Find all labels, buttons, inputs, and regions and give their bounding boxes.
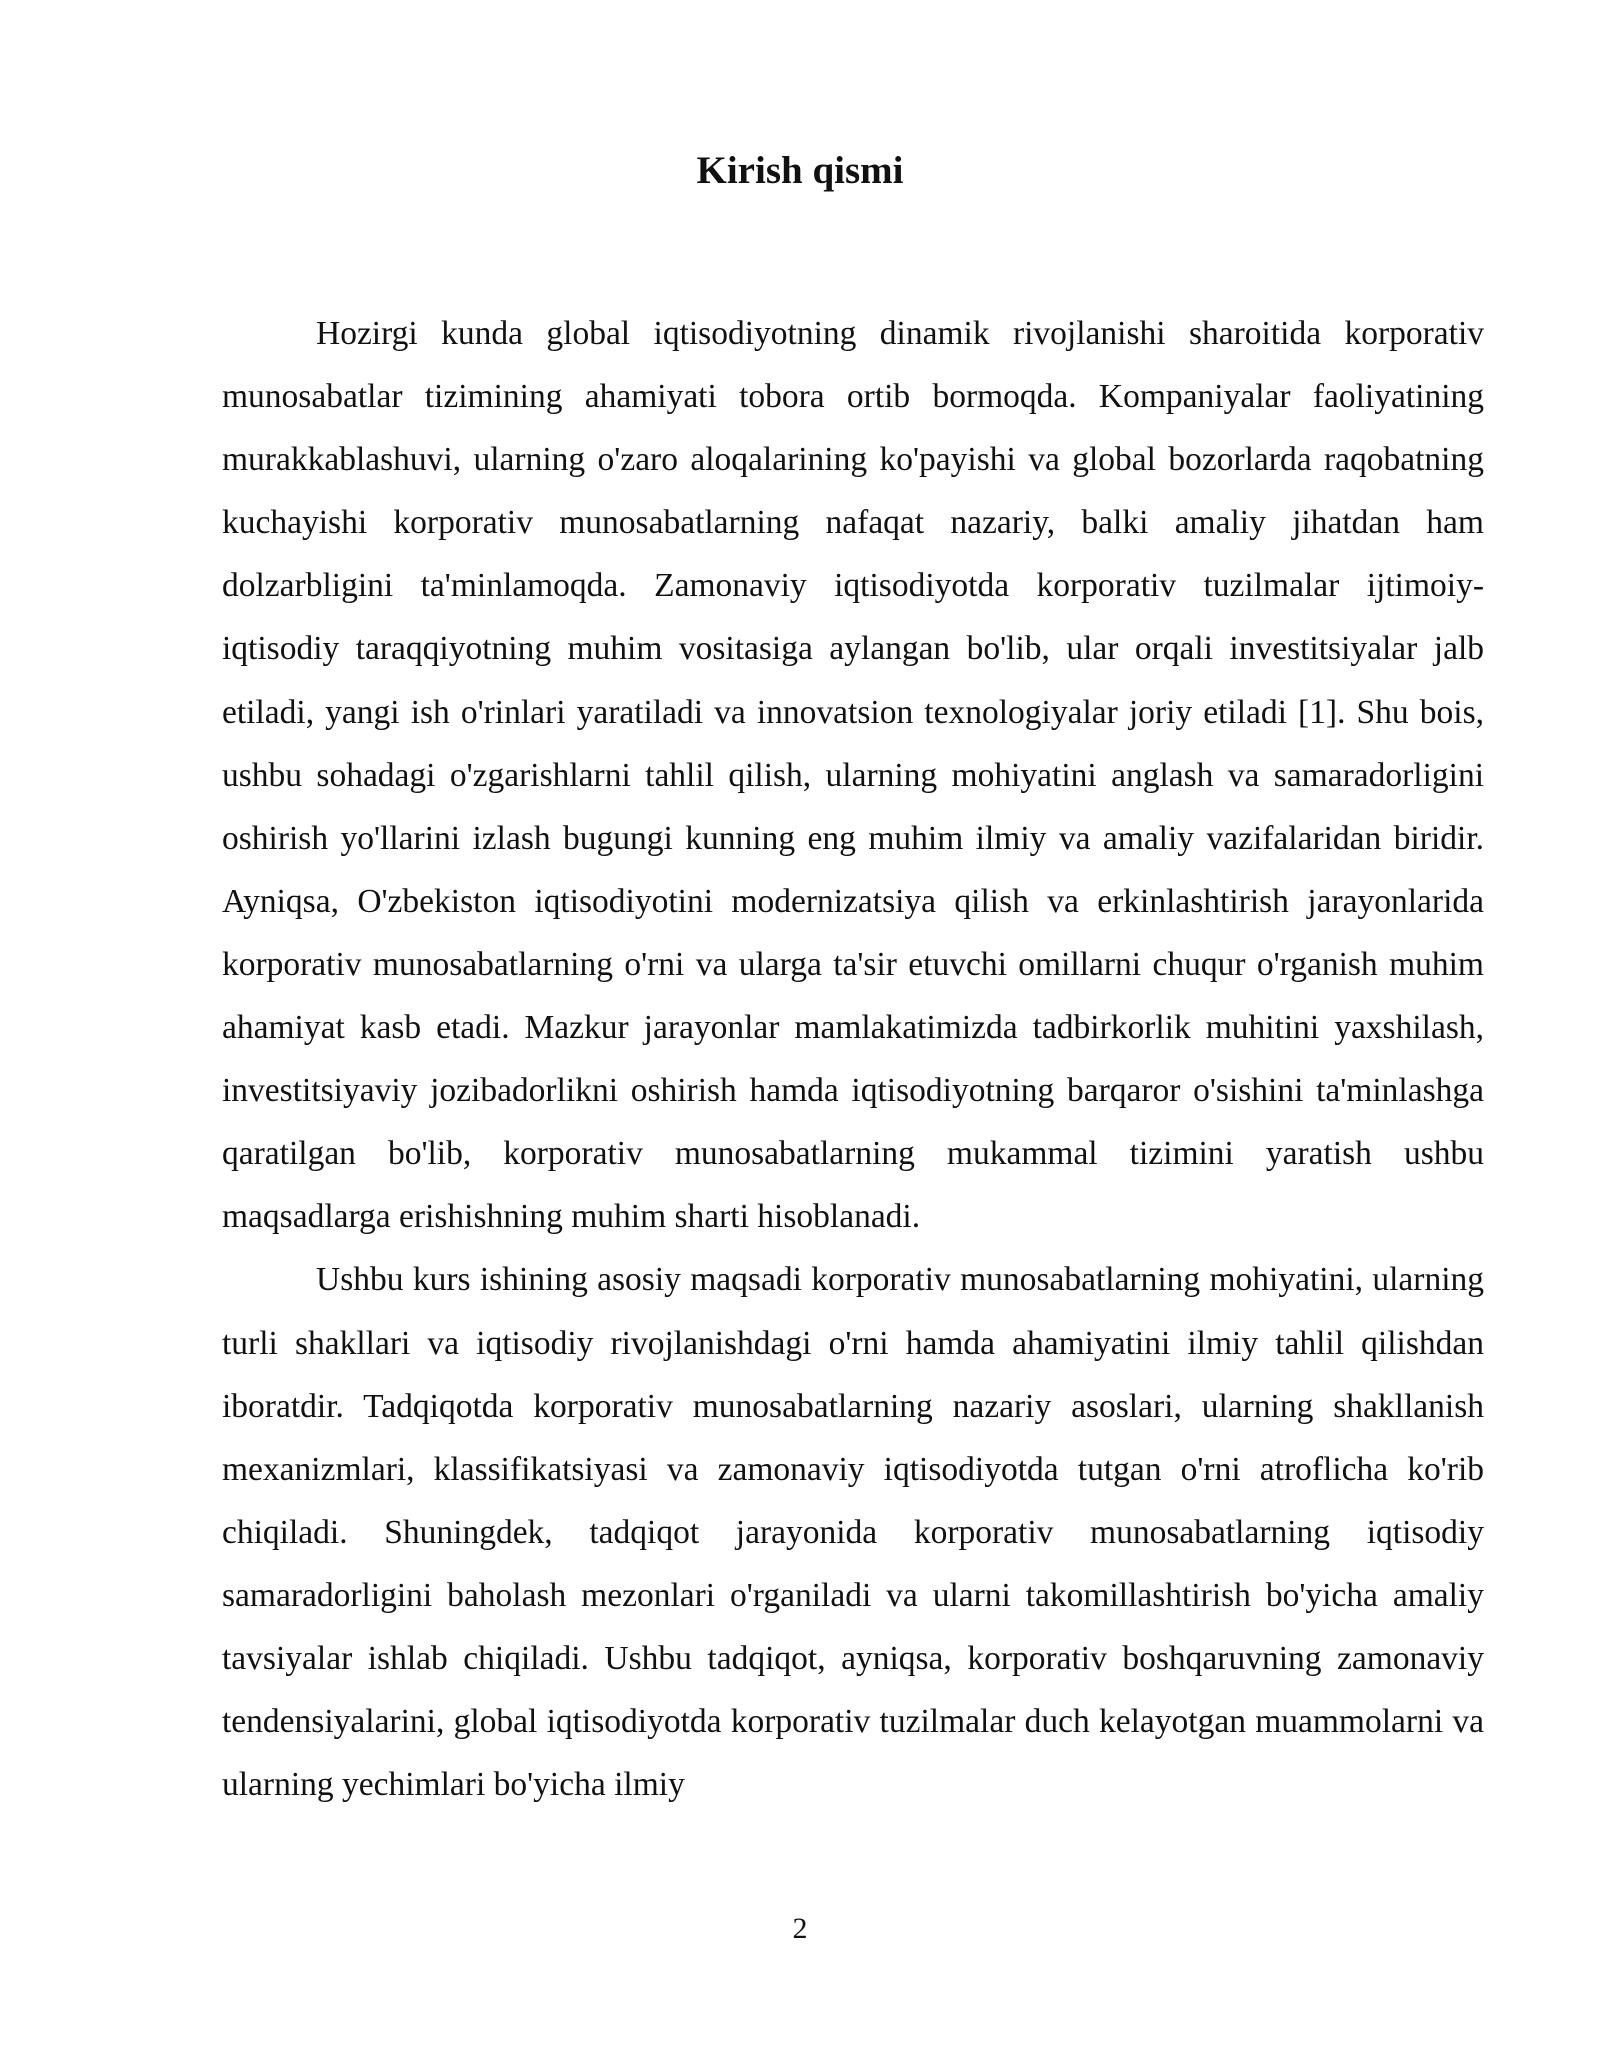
page-number: 2 bbox=[792, 1912, 808, 1945]
page-title: Kirish qismi bbox=[696, 149, 904, 192]
paragraph-2: Ushbu kurs ishining asosiy maqsadi korporativ munosabatlarning mohiyatini, ularning turli shakllari va iqtisodiy rivojlanishdagi o'rni hamda ahamiyatini ilmiy tahlil qilishdan iboratdir. Tadqiqotda korporativ munosabatlarning nazariy asoslari, ularning shakllanish mexanizmlari, klassifikatsiyasi va zamonaviy iqtisodiyotda tutgan o'rni atroflicha ko'rib chiqiladi. Shuningdek, tadqiqot jarayonida korporativ munosabatlarning iqtisodiy samaradorligini baholash mezonlari o'rganiladi va ularni takomillashtirish bo'yicha amaliy tavsiyalar ishlab chiqiladi. Ushbu tadqiqot, ayniqsa, korporativ boshqaruvning zamonaviy tendensiyalarini, global iqtisodiyotda korporativ tuzilmalar duch kelayotgan muammolarni va ularning yechimlari bo'yicha ilmiy bbox=[222, 1261, 1484, 1804]
body-text bbox=[222, 302, 1484, 1816]
paragraph-1: Hozirgi kunda global iqtisodiyotning dinamik rivojlanishi sharoitida korporativ munosabatlar tizimining ahamiyati tobora ortib bormoqda. Kompaniyalar faoliyatining murakkablashuvi, ularning o'zaro aloqalarining ko'payishi va global bozorlarda raqobatning kuchayishi korporativ munosabatlarning nafaqat nazariy, balki amaliy jihatdan ham dolzarbligini ta'minlamoqda. Zamonaviy iqtisodiyotda korporativ tuzilmalar ijtimoiy-iqtisodiy taraqqiyotning muhim vositasiga aylangan bo'lib, ular orqali investitsiyalar jalb etiladi, yangi ish o'rinlari yaratiladi va innovatsion texnologiyalar joriy etiladi [1]. Shu bois, ushbu sohadagi o'zgarishlarni tahlil qilish, ularning mohiyatini anglash va samaradorligini oshirish yo'llarini izlash bugungi kunning eng muhim ilmiy va amaliy vazifalaridan biridir. Ayniqsa, O'zbekiston iqtisodiyotini modernizatsiya qilish va erkinlashtirish jarayonlarida korporativ munosabatlarning o'rni va ularga ta'sir etuvchi omillarni chuqur o'rganish muhim ahamiyat kasb etadi. Mazkur jarayonlar mamlakatimizda tadbirkorlik muhitini yaxshilash, investitsiyaviy jozibadorlikni oshirish hamda iqtisodiyotning barqaror o'sishini ta'minlashga qaratilgan bo'lib, korporativ munosabatlarning mukammal tizimini yaratish ushbu maqsadlarga erishishning muhim sharti hisoblanadi. bbox=[222, 315, 1484, 1236]
